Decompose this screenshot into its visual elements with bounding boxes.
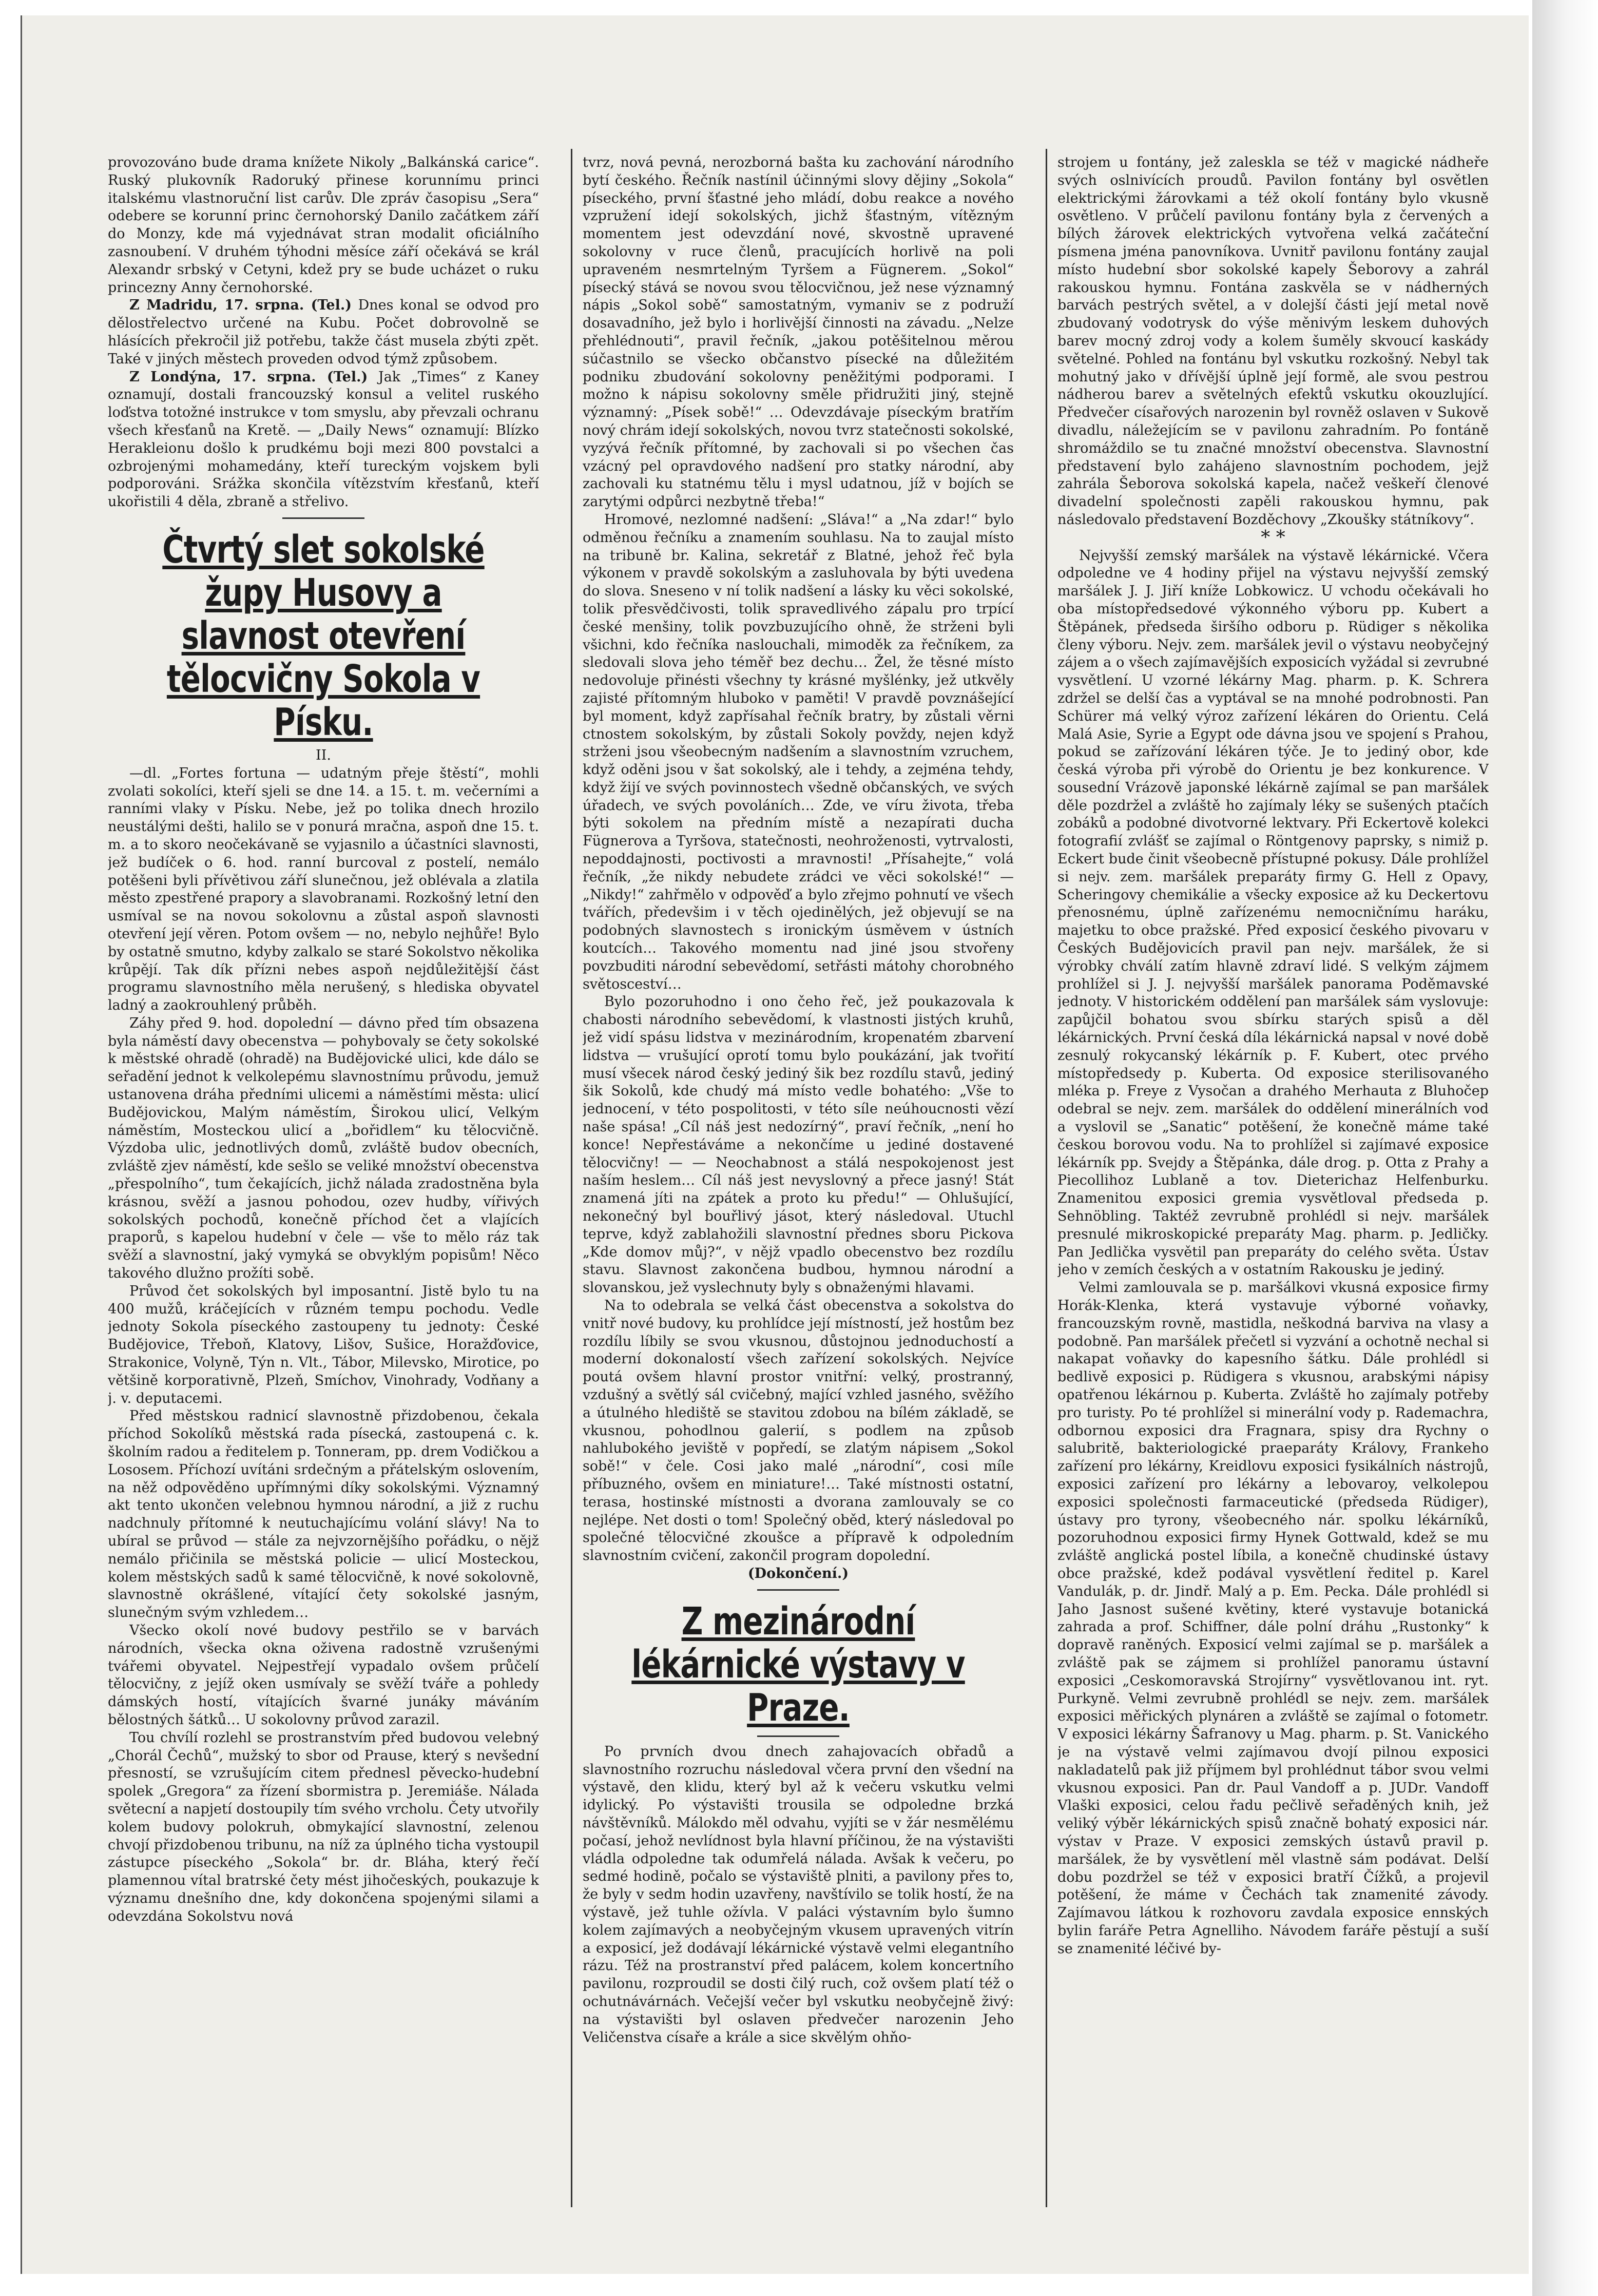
separator <box>757 1589 839 1591</box>
section-stars: * * <box>1261 527 1285 548</box>
article-paragraph: Všecko okolí nové budovy pestřilo se v barvách národních, všecka okna oživena radostně vzrušenými tvářemi obyvatel. Nejpestřejí vypadalo ovšem průčelí tělocvičny, z jejíž oken usmívaly se svěží tváře a pohledy dámských hostí, vítajících švarné junáky máváním bělostných šátků… U sokolovny průvod zarazil. <box>108 1622 539 1728</box>
column-2 <box>583 154 1014 2207</box>
article-paragraph: Záhy před 9. hod. dopolední — dávno před tím obsazena byla náměstí davy obecenstva — pohybovaly se čety sokolské k městské ohradě (ohradě) na Budějovické ulici, kde dálo se seřadění jednot k velkolepému slavnostnímu průvodu, jemuž ustanovena dráha předními ulicemi a náměstími města: ulicí Budějovickou, Malým náměstím, Širokou ulicí, Velkým náměstím, Mosteckou ulicí a „bořidlem“ ku tělocvičně. Výzdoba ulic, jednotlivých domů, zvláště budov obecních, zvláště zjev náměstí, kde sešlo se veliké množství obecenstva „přespolního“, tum čekajících, jichž nálada zradostněna byla krásnou, svěží a jasnou pohodou, ozev hudby, vířivých sokolských pochodů, konečně příchod čet a vlajících praporů, s kapelou hudební v čele — vše to mělo ráz tak svěží a slavnostní, jaký vymyká se obvyklým popisům! Něco takového dlužno prožíti sobě. <box>108 1015 539 1282</box>
news-text: Jak „Times“ z Kaney oznamují, dostali francouzský konsul a velitel ruského loďstva totožné instrukce v tom smyslu, aby převzali ochranu všech křesťanů na Kretě. — „Daily News“ oznamují: Blízko Herakleionu došlo k prudkému boji mezi 800 povstalci a ozbrojenými mohamedány, kteří tureckým vojskem byli podporováni. Srážka skončila vítězstvím křesťanů, kteří ukořistili 4 děla, zbraně a střelivo. <box>108 369 539 510</box>
separator <box>757 1735 839 1737</box>
to-be-continued: (Dokončení.) <box>747 1565 849 1581</box>
scan-edge <box>1532 0 1598 2296</box>
article-paragraph: Po prvních dvou dnech zahajovacích obřadů a slavnostního rozruchu následoval včera první den všední na výstavě, den klidu, který byl až k večeru vskutku velmi idylický. Po výstavišti trousila se odpoledne brzká návštěvníků. Málokdo měl odvahu, vyjíti se v žár nesmělému počasí, jehož nevlídnost byla hlavní příčinou, že na výstavišti vládla odpoledne tak odumřelá nálada. Avšak k večeru, po sedmé hodině, počalo se výstaviště plniti, a pavilony přes to, že byly v sedm hodin uzavřeny, navštívilo se tolik hostí, že na výstavě, jež tuhle ožívla. V paláci výstavním bylo šumno kolem zajímavých a neobyčejným vkusem upravených vitrín a exposicí, jež dodávají lékárnické výstavě velmi elegantního rázu. Též na prostranství před palácem, kolem koncertního pavilonu, rozproudil se dosti čilý ruch, což ovšem platí též o ochutnávárnách. Večejší večer byl vskutku neobyčejně živý: na výstavišti byl oslaven předvečer narozenin Jeho Veličenstva císaře a krále a sice skvělým ohňo- <box>583 1743 1014 2046</box>
news-item <box>108 369 539 511</box>
column-3 <box>1057 154 1489 2207</box>
article-paragraph: Před městskou radnicí slavnostně přizdobenou, čekala příchod Sokolíků městská rada písecká, zastoupená c. k. školním radou a ředitelem p. Tonneram, pp. drem Vodičkou a Lososem. Příchozí uvítáni srdečným a přátelským oslovením, na něž odpověděno upřímnými díky sokolskými. Významný akt tento ukončen velebnou hymnou národní, a již z ruchu nadchnuly přítomné k neutuchajícímu volání slávy! Na to ubíral se průvod — stále za nejvzornějšího pořádku, o nějž nemálo přičinila se městská policie — ulicí Mosteckou, kolem městských sadů k samé tělocvičně, k nové sokolovně, slavnostně okrášlené, vítající čety sokolské jasným, slunečným svým vzhledem… <box>108 1408 539 1621</box>
article-paragraph: Hromové, nezlomné nadšení: „Sláva!“ a „Na zdar!“ bylo odměnou řečníku a znamením souhlasu. Na to zaujal místo na tribuně br. Kalina, sekretář z Blatné, jehož řeč byla výkonem v pravdě sokolským a zasluhovala by býti uvedena do slova. Sneseno v ní tolik nadšení a lásky ku věci sokolské, tolik přesvědčivosti, tolik spravedlivého zápalu pro trpící české menšiny, tolik povzbuzujícího ohně, že strženi byli všichni, kdo řečníka naslouchali, mimoděk za řečníkem, za sledovali slova jeho téměř bez dechu… Žel, že těsné místo nedovoluje přinésti všechny ty krásné myšlénky, jež utkvěly zajisté přítomným hluboko v paměti! V pravdě povznášející byl moment, když zapřísahal řečník bratry, by zůstali věrni ctnostem sokolským, by zůstali Sokoly povždy, nejen když strženi jsou všeobecným nadšením a slavnostním vzruchem, když oděni jsou v šat sokolský, ale i tehdy, a zejména tehdy, když žijí ve svých povinnostech všedně občanských, ve svých úřadech, ve svých povoláních… Zde, ve víru života, třeba býti sokolem na předním místě a nezapírati ducha Fügnerova a Tyršova, statečnosti, neohroženosti, vytrvalosti, nepoddajnosti, poctivosti a mravnosti! „Přísahejte,“ volá řečník, „že nikdy nebudete zrádci ve věci sokolské!“ — „Nikdy!“ zahřmělo v odpověď a bylo zřejmo pohnutí ve všech tvářích, předevšim i v těch ojedinělých, jež objevují se na podobných slavnostech s ironickým úsměvem v ústních koutcích… Takového momentu nad jiné jsou stvořeny povzbuditi národní sebevědomí, setřásti mátohy chorobného světosceství… <box>583 511 1014 992</box>
article-paragraph: strojem u fontány, jež zaleskla se též v magické nádheře svých oslnivících proudů. Pavilon fontány byl osvětlen elektrickými žárovkami a též okolí fontány bylo vkusně osvětleno. V průčelí pavilonu fontány byla z červených a bílých žárovek elektrických vytvořena velká začáteční písmena jména panovníkova. Uvnitř pavilonu fontány zaujal místo hudební sbor sokolské kapely Šeborovy a zahrál rakouskou hymnu. Fontána zaskvěla se v nádherných barvách pestrých světel, a v dolejší části její metal nově zbudovaný vodotrysk do výše měnivým leskem duhových barev mocný zdroj vody a kolem šuměly skvoucí kaskády světelné. Pohled na fontánu byl vskutku rozkošný. Nebyl tak mohutný jako v dřívější úplně její formě, ale svou pestrou nádherou barev a světelných efektů vskutku okouzlující. Předvečer císařových narozenin byl rovněž oslaven v Sukově divadlu, náležejícím se v pavilonu zahradním. Po fontáně shromáždilo se tu značné množství obecenstva. Slavnostní představení bylo zahájeno slavnostním pochodem, jejž zahrála Šeborova sokolská kapela, načež veškeří členové divadelní společnosti zapěli rakouskou hymnu, pak následovalo představení Bozděchovy „Zkoušky státníkovy“. <box>1057 155 1489 528</box>
article-paragraph: —dl. „Fortes fortuna — udatným přeje štěstí“, mohli zvolati sokolíci, kteří sjeli se dne 14. a 15. t. m. večerními a ranními vlaky v Písku. Nebe, jež po tolika dnech hrozilo neustálými dešti, halilo se v ponurá mračna, aspoň dne 15. t. m. a to skoro neočekávaně se vyjasnilo a účastníci slavnosti, jež budíček o 6. hod. ranní burcoval z postelí, nemálo potěšeni byli přívětivou září slunečnou, jež oblévala a zlatila město zpestřené prapory a slavobranami. Rozkošný letní den usmíval se na novou sokolovnu a zůstal aspoň slavnosti otevření její věren. Potom ovšem — no, nebylo nejhůře! Bylo by ostatně smutno, kdyby zalkalo se staré Sokolstvo několika krůpějí. Tak dík přízni nebes aspoň nejdůležitější část programu slavnostního měla nerušený, s hlediska obyvatel ladný a zaokrouhlený průběh. <box>108 765 539 1014</box>
dateline: Z Madridu, 17. srpna. (Tel.) <box>129 297 352 314</box>
news-text: Dnes konal se odvod pro dělostřelectvo určené na Kubu. Počet dobrovolně se hlásících překročil již potřebu, takže část musela zbýti zpět. Také v jiných městech proveden odvod týmž způsobem. <box>108 297 539 367</box>
article-headline: Čtvrtý slet sokolské župy Husovy a slavnost otevření tělocvičny Sokola v Písku. <box>162 527 485 744</box>
section-number: II. <box>316 747 331 763</box>
column-rule <box>571 149 572 2207</box>
article-paragraph: Nejvyšší zemský maršálek na výstavě lékárnické. Včera odpoledne ve 4 hodiny přijel na výstavu nejvyšší zemský maršálek J. J. Jiří kníže Lobkowicz. U vchodu očekávali ho oba místopředsedové výkonného výboru pp. Kubert a Štěpánek, předseda širšího odboru p. Rüdiger s několika členy výboru. Nejv. zem. maršálek jevil o výstavu neobyčejný zájem a o všech zajímavějších exposicích vyžádal si zevrubné vysvětlení. U vzorné lékárny Mag. pharm. p. K. Schrera zdržel se delší čas a vyptával se na mnohé podrobnosti. Pan Schürer má velký výroz zařízení lékáren do Orientu. Celá Malá Asie, Syrie a Egypt ode dávna jsou ve spojení s Prahou, pokud se zařízování lékáren týče. Je to jediný obor, kde česká výroba při výrobě do Orientu je bez konkurence. V sousední Vrázově japonské lékárně zajímal se pan maršálek děle pozdržel a zvláště ho zajímaly léky se sušených ptačích zobáků a podobné divotvorné lektvary. Při Eckertově kolekci fotografií zvlášť se zajímal o Röntgenovy paprsky, s nimiž p. Eckert bude činit všeobecně přístupné pokusy. Dále prohlížel si nejv. zem. maršálek preparáty firmy G. Hell z Opavy, Scheringovy chemikálie a všecky exposice až ku Deckertovu přenosnému, úplně zařízenému nemocničnímu haráku, majetku to obce pražské. Před exposicí českého pivovaru v Českých Budějovicích pravil pan nejv. maršálek, že si výrobky chválí zatím hlavně zdraví lidé. S velkým zájmem prohlížel si J. J. nejvyšší maršálek panorama Poděmavské jednoty. V historickém oddělení pan maršálek sám vyslovuje: zapůjčil bohatou svou sbírku starých spisů a děl lékárnických. První česká díla lékárnická napsal v nové době zesnulý rokycanský lékárník p. F. Kubert, otec prvého místopředsedy p. Kuberta. Od exposice sterilisovaného mléka p. Freye z Vysočan a drahého Merhauta z Bluhočep odebral se nejv. zem. maršálek do oddělení minerálních vod a vyslovil se „Sanatic“ potěšení, že konečně máme také českou borovou vodu. Na to prohlížel si zajímavé exposice lékárník pp. Svejdy a Štěpánka, dále drog. p. Otta z Prahy a Piecollihoz Lublaně a tov. Dieterichaz Helfenburku. Znamenitou exposici gremia vysvětloval předseda p. Sehnöbling. Taktéž zevrubně prohlédl si nejv. maršálek presnulé mikroskopické preparáty Mag. pharm. p. Jedličky. Pan Jedlička vysvětil pan preparáty do celého světa. Ústav jeho v zemích českých a v ostatním Rakousku je jediný. <box>1057 547 1489 1278</box>
article-headline: Z mezinárodní lékárnické výstavy v Praze. <box>631 1599 965 1730</box>
article-paragraph: Bylo pozoruhodno i ono čeho řeč, jež poukazovala k chabosti národního sebevědomí, k vlastnosti jistých kruhů, jež vidí spásu lidstva v mezinárodním, kropenatém zbarvení lidstva — vrušující oprotí tomu bylo poukázání, jak tvořití musí všecek národ český jediný šik bez rozdílu stavů, jediný šik Sokolů, kde chudý má místo vedle bohatého: „Vše to jednocení, v této pospolitosti, v této síle neúhoucnosti vězí naše spása! „Cíl náš jest nedozírný“, praví řečník, „není ho konce! Nepřestáváme a nekončíme u jediné dostavené tělocvičny! — — Neochabnost a stálá nespokojenost jest naším heslem… Cíl náš jest nevyslovný a přece jasný! Stát znamená jíti na zpátek a proto ku předu!“ — Ohlušující, nekonečný byl bouřlivý jásot, který následoval. Utuchl teprve, když zablahožili slavnostní přednes sboru Pickova „Kde domov můj?“, v nějž vpadlo obecenstvo bez rozdílu stavu. Slavnost zakončena budbou, hymnou národní a slovanskou, jež vyslechnuty byly s obnaženými hlavami. <box>583 994 1014 1296</box>
article-paragraph: tvrz, nová pevná, nerozborná bašta ku zachování národního bytí českého. Řečník nastínil účinnými slovy dějiny „Sokola“ píseckého, první šťastné jeho mládí, dobu reakce a nového vzpružení idejí sokolských, jichž šťastným, vítězným momentem jest odevzdání nové, skvostně upravené sokolovny v ruce členů, pracujících horlivě na poli upraveném nesmrtelným Tyršem a Fügnerem. „Sokol“ písecký stává se novou svou tělocvičnou, jež nese významný nápis „Sokol sobě“ samostatným, vymaniv se z podruží dosavadního, jež bylo i horlivější činnosti na závadu. „Nelze přehlédnouti“, pravil řečník, „jakou potěšitelnou měrou súčastnilo se všecko občanstvo písecké na důležitém podniku zbudování sokolovny peněžitými podporami. I možno k nápisu sokolovny směle přidružiti jiný, stejně významný: „Písek sobě!“ … Odevzdávaje píseckým bratřím nový chrám idejí sokolských, novou tvrz statečnosti sokolské, vyzývá řečník přítomné, by zachovali si po všechen čas vzácný pel opravdového nadšení pro statky národní, aby zachovali ku statnému tělu i mysl udatnou, jíž v bojích se zarytými odpůrci nezbytně třeba!“ <box>583 155 1014 510</box>
article-paragraph: provozováno bude drama knížete Nikoly „Balkánská carice“. Ruský plukovník Radoruký přinese korunnímu princi italskému vlastnoruční list carův. Dle zpráv časopisu „Sera“ odebere se korunní princ černohorský Danilo začátkem září do Monzy, kde má vyjednávat stran modalit oficiálního zasnoubení. V druhém týhodni měsíce září očekává se král Alexandr srbský v Cetyni, kdež pry se bude ucházet o ruku princezny Anny černohorské. <box>108 155 539 296</box>
column-1 <box>108 154 539 2207</box>
separator <box>282 517 364 519</box>
article-paragraph: Na to odebrala se velká část obecenstva a sokolstva do vnitř nové budovy, ku prohlídce její místností, jež hostům bez rozdílu líbily se svou vkusnou, důstojnou jednoduchostí a moderní dokonalostí všech zařízení sokolských. Nejvíce poutá ovšem hlavní prostor vnitřní: velký, prostranný, vzdušný a světlý sál cvičebný, mající vzhled jasného, svěžího a útulného hlediště se stavitou zdobou na bílém základě, se vkusnou, pohodlnou galerií, s podlem na způsob nahlubokého jeviště v popředí, se zlatým nápisem „Sokol sobě!“ v čele. Cosi jako malé „národní“, cosi míle příbuzného, ovšem en miniature!… Také místnosti ostatní, terasa, hostinské místnosti a dvorana zamlouvaly se co nejlépe. Net dosti o tom! Společný oběd, který následoval po společné tělocvičné zkoušce a přípravě k odpoledním slavnostním cvičení, zakončil program dopolední. <box>583 1298 1014 1564</box>
dateline: Z Londýna, 17. srpna. (Tel.) <box>129 369 368 385</box>
article-paragraph: Velmi zamlouvala se p. maršálkovi vkusná exposice firmy Horák-Klenka, která vystavuje výborné voňavky, francouzským rovně, mastidla, neškodná barviva na vlasy a podobně. Pan maršálek přečetl si vyzvání a ochotně nechal si nakapat voňavky do kapesního šátku. Dále prohlédl si bedlivě exposici p. Rüdigera s vkusnou, arabskými nápisy opatřenou lékárnou p. Kuberta. Zvláště ho zajímaly potřeby pro turisty. Po té prohlížel si minerální vody p. Rademachra, odbornou exposici dra Fragnara, spisy dra Rychny o salubritě, bakteriologické praeparáty Královy, Frankeho zařízení pro lékárny, Kreidlovu exposici fysikálních nástrojů, exposici zařízení pro lékárny a lebovaroy, velkolepou exposici společnosti farmaceutické (předseda Rüdiger), ústavy pro tyrony, všeobecného nár. spolku lékárníků, pozoruhodnou exposici firmy Hynek Gottwald, kdež se mu zvláště anglická postel líbila, a konečně chudinské ústavy obce pražské, kdež podával vysvětlení ředitel p. Karel Vandulák, p. dr. Jindř. Malý a p. Em. Pecka. Dále prohlédl si Jaho Jasnost sušené květiny, které vystavuje botanická zahrada a prof. Schiffner, dále polní dráhu „Rustonky“ k dopravě raněných. Exposicí velmi zajímal se p. maršálek a zvláště pak se zájmem si prohlížel panoramu ústavní exposici „Ceskomoravská Strojírny“ vysvětlovanou int. ryt. Purkyně. Velmi zevrubně prohlédl se nejv. zem. maršálek exposici měřických plynáren a zvláště se zajímal o fotometr. V exposici lékárny Šafranovy u Mag. pharm. p. St. Vanického je na výstavě velmi zajímavou dvojí pilnou exposici nakladatelů pak již příjmem byl prohlédnut tábor svou velmi vkusnou exposici. Pan dr. Paul Vandoff a p. JUDr. Vandoff Vlaški exposici, celou řadu pečlivě seřaděných knih, jež veliký výběr lékárnických spisů značně bohatý exposici nár. výstav v Praze. V exposici zemských ústavů pravil p. maršálek, že by vysvětlení měl vlastně sám podávat. Delší dobu pozdržel se též v exposici bratří Čížků, a projevil potěšení, že máme v Čechách tak znamenité závody. Zajímavou látkou k rozhovoru zavdala exposice ennských bylin faráře Petra Agnelliho. Návodem faráře pěstují a suší se znamenité léčivé by- <box>1057 1280 1489 1957</box>
news-item <box>108 297 539 368</box>
article-paragraph: Průvod čet sokolských byl imposantní. Jistě bylo tu na 400 mužů, kráčejících v různém tempu pochodu. Vedle jednoty Sokola píseckého zastoupeny tu jednoty: České Budějovice, Třeboň, Klatovy, Lišov, Sušice, Horažďovice, Strakonice, Volyně, Týn n. Vlt., Tábor, Milevsko, Mirotice, po většině korporativně, Plzeň, Smíchov, Vinohrady, Vodňany a j. v. deputacemi. <box>108 1283 539 1406</box>
article-paragraph: Tou chvílí rozlehl se prostranstvím před budovou velebný „Chorál Čechů“, mužský to sbor od Prause, který s nevšední přesností, se vzrušujícím citem přednesl pěvecko-hudební spolek „Gregora“ za řízení sbormistra p. Jeremiáše. Nálada světecní a napjetí dostoupily tím svého vrcholu. Čety utvořily kolem budovy polokruh, obmykající slavnostní, zelenou chvojí přizdobenou tribunu, na níž za úplného ticha vystoupil zástupce píseckého „Sokola“ br. dr. Bláha, který řečí plamennou vítal bratrské čety mést jihočeských, poukazuje k významu dnešního dne, kdy dokončena spojenými silami a odevzdána Sokolstvu nová <box>108 1729 539 1924</box>
column-rule <box>1046 149 1047 2207</box>
